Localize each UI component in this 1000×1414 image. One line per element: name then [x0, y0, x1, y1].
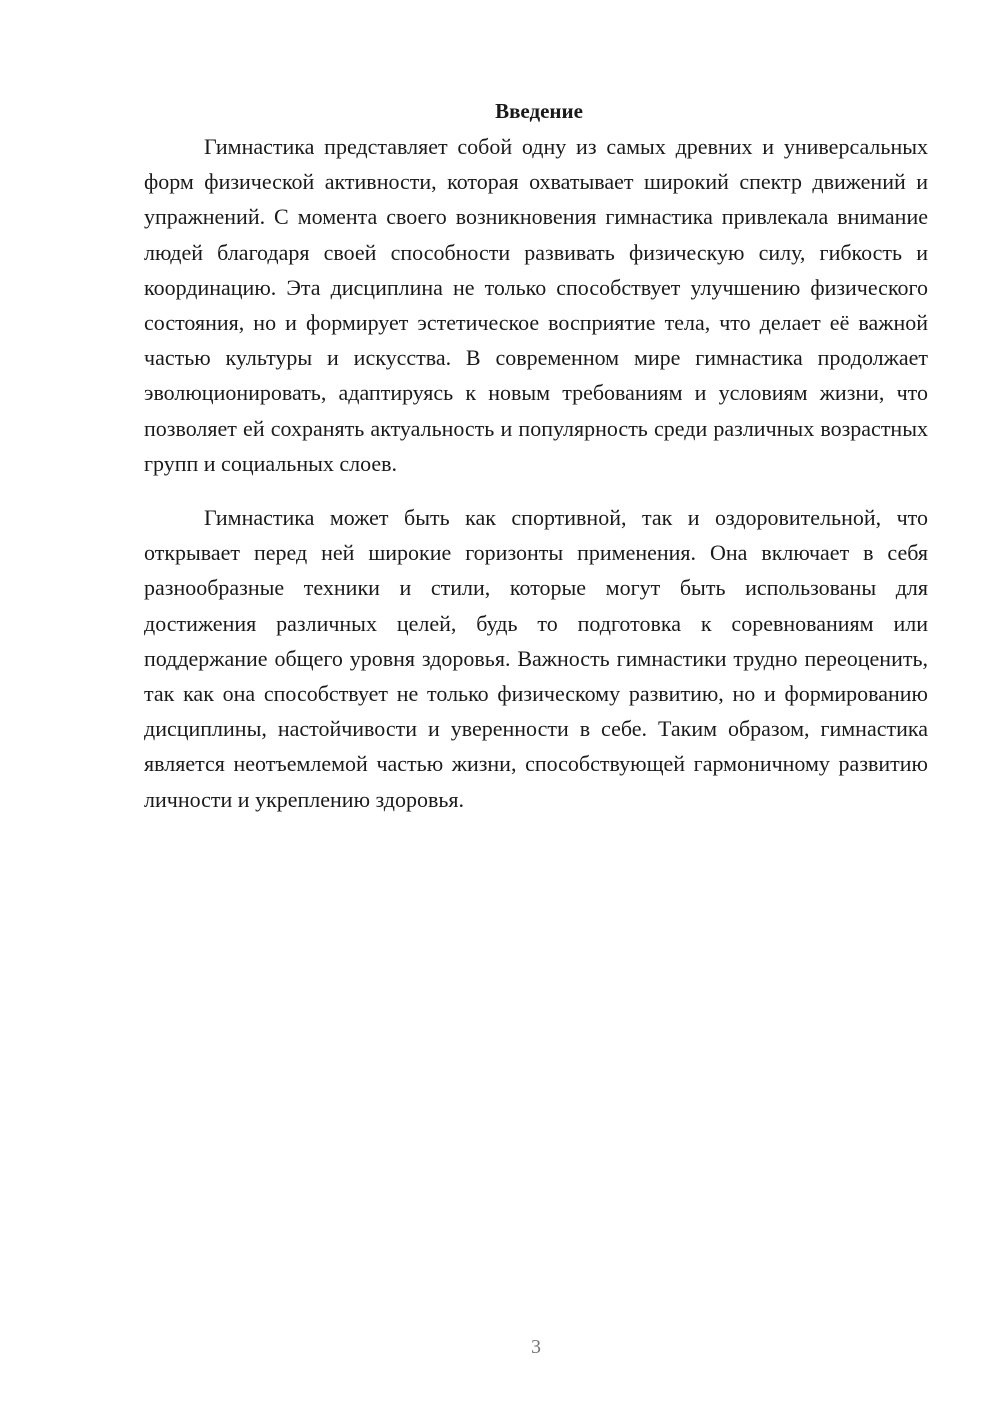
paragraph-2: Гимнастика может быть как спортивной, так и оздоровительной, что открывает перед ней широкие горизонты применения. Она включает в себя разнообразные техники и стили, которые могут быть использованы для достижения различных целей, будь то подготовка к соревнованиям или поддержание общего уровня здоровья. Важность гимнастики трудно переоценить, так как она способствует не только физическому развитию, но и формированию дисциплины, настойчивости и уверенности в себе. Таким образом, гимнастика является неотъемлемой частью жизни, способствующей гармоничному развитию личности и укреплению здоровья. — [144, 505, 928, 812]
page-content — [144, 96, 928, 817]
paragraph-1: Гимнастика представляет собой одну из самых древних и универсальных форм физической активности, которая охватывает широкий спектр движений и упражнений. С момента своего возникновения гимнастика привлекала внимание людей благодаря своей способности развивать физическую силу, гибкость и координацию. Эта дисциплина не только способствует улучшению физического состояния, но и формирует эстетическое восприятие тела, что делает её важной частью культуры и искусства. В современном мире гимнастика продолжает эволюционировать, адаптируясь к новым требованиям и условиям жизни, что позволяет ей сохранять актуальность и популярность среди различных возрастных групп и социальных слоев. — [144, 134, 928, 476]
page-number: 3 — [531, 1336, 541, 1358]
section-title: Введение — [495, 99, 583, 123]
